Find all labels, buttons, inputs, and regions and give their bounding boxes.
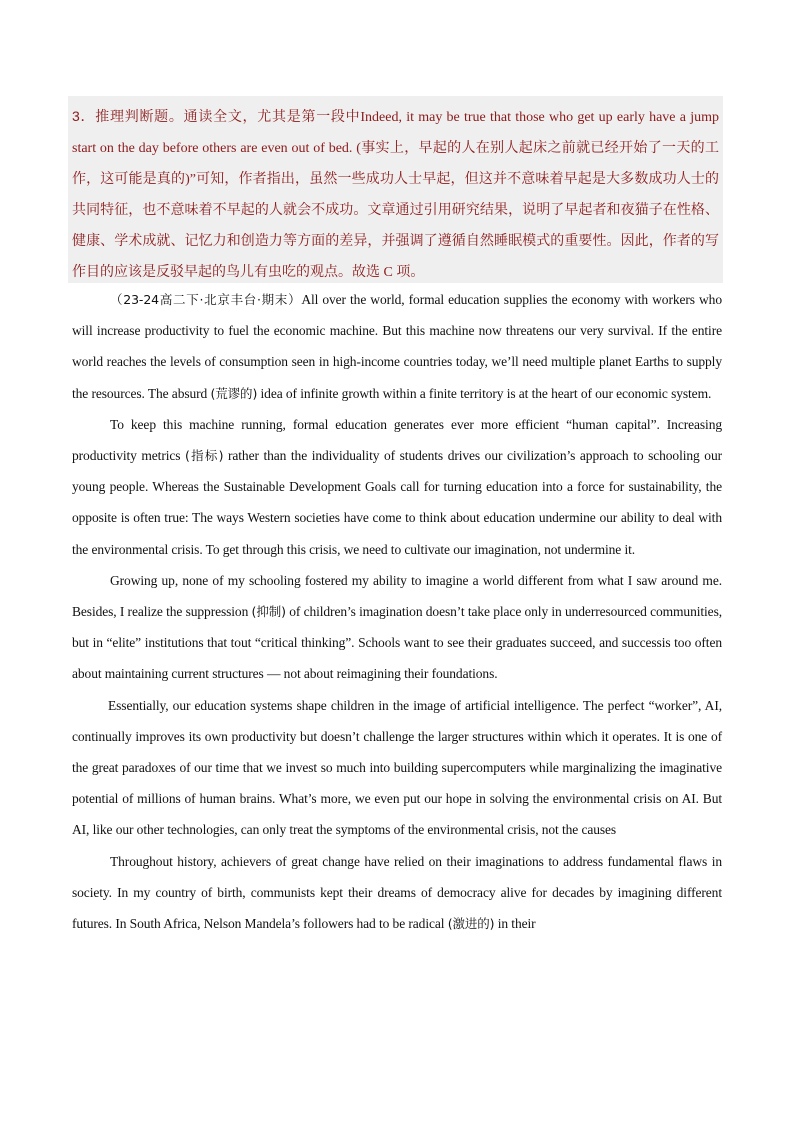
answer-explanation-text: 推理判断题。通读全文，尤其是第一段中Indeed, it may be true that those who get up early have a jump start on the day before others are even out of bed. (事实上，早起的人在别人起床之前就已经开始了一天的工作，这可能是真的)”可知，作者指出，虽然一些成功人士早起，但这并不意味着早起是大多数成功人士的共同特征，也不意味着不早起的人就会不成功。文章通过引用研究结果，说明了早起者和夜猫子在性格、健康、学术成就、记忆力和创造力等方面的差异，并强调了遵循自然睡眠模式的重要性。因此，作者的写作目的应该是反驳早起的鸟儿有虫吃的观点。故选 C 项。	[72, 110, 719, 280]
answer-number: 3．	[72, 108, 96, 124]
gloss-absurd: (荒谬的)	[210, 385, 258, 401]
passage-text: Throughout history, achievers of great change have relied on their imaginations to address fundamental flaws in society. In my country of birth, communists kept their dreams of democracy alive for decades by imagining different futures. In South Africa, Nelson Mandela’s followers had to be radical	[72, 853, 722, 932]
passage-text: idea of infinite growth within a finite territory is at the heart of our economic system.	[257, 385, 712, 401]
passage-paragraph-5	[72, 846, 722, 940]
gloss-metrics: (指标)	[185, 448, 224, 464]
passage-paragraph-3	[72, 565, 722, 690]
passage-text: To keep this machine running, formal education generates ever more efficient “human capital”. Increasing productivity metrics	[72, 416, 722, 464]
passage-paragraph-2	[72, 409, 722, 565]
passage-paragraph-4: Essentially, our education systems shape children in the image of artificial intelligence. The perfect “worker”, AI, continually improves its own productivity but doesn’t challenge the larger structures within which it operates. It is one of the great paradoxes of our time that we invest so much into building supercomputers while marginalizing the imaginative potential of millions of human brains. What’s more, we even put our hope in solving the environmental crisis on AI. But AI, like our other technologies, can only treat the symptoms of the environmental crisis, not the causes	[72, 697, 722, 838]
gloss-radical: (激进的)	[447, 916, 495, 932]
passage-paragraph-1	[72, 284, 722, 409]
reading-passage	[72, 284, 722, 939]
passage-text: rather than the individuality of students drives our civilization’s approach to schooling our young people. Whereas the Sustainable Development Goals call for turning education into a force for sustainability, the opposite is often true: The ways Western societies have come to think about education undermine our ability to deal with the environmental crisis. To get through this crisis, we need to cultivate our imagination, not undermine it.	[72, 448, 722, 557]
gloss-suppression: (抑制)	[251, 604, 286, 620]
passage-text: All over the world, formal education supplies the economy with workers who will increase productivity to fuel the economic machine. But this machine now threatens our very survival. If the entire world reaches the levels of consumption seen in high-income countries today, we’ll need multiple planet Earths to supply the resources. The absurd	[72, 292, 722, 401]
passage-text: in their	[494, 916, 536, 932]
answer-explanation-box	[68, 96, 723, 283]
passage-text: of children’s imagination doesn’t take place only in underresourced communities, but in “elite” institutions that tout “critical thinking”. Schools want to see their graduates succeed, and successis too often about maintaining current structures — not about reimagining their foundations.	[72, 604, 722, 682]
passage-source: （23-24高二下·北京丰台·期末）	[110, 292, 302, 307]
passage-text: Growing up, none of my schooling fostered my ability to imagine a world different from what I saw around me. Besides, I realize the suppression	[72, 572, 722, 620]
